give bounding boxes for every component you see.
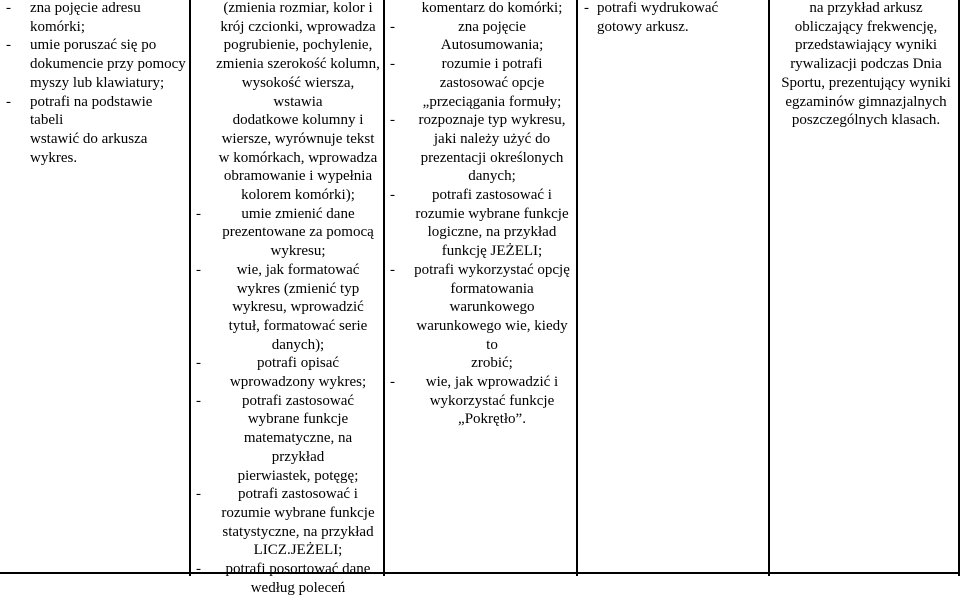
list-item-text: potrafi opisać wprowadzony wykres; <box>229 355 367 391</box>
list-item <box>390 0 574 18</box>
column-divider <box>576 0 578 576</box>
list-item-text: na przykład arkusz obliczający frekwencję, przedstawiający wyniki rywalizacji podczas Dnia Sportu, prezentujący wyniki egzaminów gimnazjalnych poszczególnych klasach. <box>781 0 951 129</box>
bullet-dash: - <box>196 486 201 503</box>
table-bottom-border <box>0 572 960 574</box>
bullet-dash: - <box>196 261 201 278</box>
list-item <box>196 392 380 486</box>
list-item-text: (zmienia rozmiar, kolor i krój czcionki, wprowadza pogrubienie, pochylenie, zmienia szerokość kolumn, wysokość wiersza, wstawia dodatkowe kolumny i wiersze, wyrównuje tekst w komórkach, wprowadza obramowanie i wypełnia kolorem komórki); <box>216 0 380 204</box>
list-item <box>196 560 380 597</box>
list-item-text: rozpoznaje typ wykresu, jaki należy użyć do prezentacji określonych danych; <box>418 112 566 185</box>
bullet-dash: - <box>196 392 201 409</box>
list-item <box>6 36 186 92</box>
bullet-dash: - <box>390 374 395 391</box>
list-item <box>776 0 956 130</box>
list-item <box>390 55 574 111</box>
table-cell-col-3 <box>390 0 574 429</box>
list-item <box>196 0 380 205</box>
list-item-text: umie zmienić dane prezentowane za pomocą wykresu; <box>222 205 374 260</box>
list-item <box>6 0 186 36</box>
bullet-dash: - <box>390 261 395 278</box>
list-item-text: zna pojęcie adresu komórki; <box>30 0 141 35</box>
column-divider <box>383 0 385 576</box>
list-item-text: potrafi wydrukować gotowy arkusz. <box>597 0 719 35</box>
list-item <box>584 0 766 36</box>
bullet-dash: - <box>390 187 395 204</box>
list-item-text: zna pojęcie Autosumowania; <box>440 18 544 54</box>
list-item-text: potrafi zastosować i rozumie wybrane funkcje statystyczne, na przykład LICZ.JEŻELI; <box>221 486 375 559</box>
table-cell-col-1 <box>6 0 186 167</box>
table-cell-col-4 <box>584 0 766 36</box>
list-item-text: potrafi posortować dane według poleceń <box>225 561 371 596</box>
list-item <box>390 18 574 55</box>
list-item <box>390 373 574 429</box>
list-item-text: wie, jak formatować wykres (zmienić typ wykresu, wprowadzić tytuł, formatować serie danych); <box>228 261 368 353</box>
list-item-text: potrafi wykorzystać opcję formatowania warunkowego warunkowego wie, kiedy to zrobić; <box>414 261 570 372</box>
bullet-dash: - <box>196 355 201 372</box>
list-item-text: komentarz do komórki; <box>421 0 563 16</box>
bullet-dash: - <box>390 112 395 129</box>
list-item <box>196 261 380 355</box>
bullet-dash: - <box>6 93 11 110</box>
column-divider <box>768 0 770 576</box>
bullet-dash: - <box>6 0 11 16</box>
list-item-text: potrafi na podstawie tabeli wstawić do arkusza wykres. <box>30 93 153 166</box>
list-item <box>196 354 380 391</box>
list-item <box>6 93 186 168</box>
bullet-dash: - <box>584 0 589 16</box>
bullet-dash: - <box>390 56 395 73</box>
list-item-text: rozumie i potrafi zastosować opcje „przeciągania formuły; <box>422 56 562 110</box>
list-item-text: umie poruszać się po dokumencie przy pomocy myszy lub klawiatury; <box>30 37 186 91</box>
column-divider <box>189 0 191 576</box>
bullet-dash: - <box>390 18 395 35</box>
table-cell-col-5 <box>776 0 956 130</box>
table-cell-col-2 <box>196 0 380 598</box>
bullet-dash: - <box>6 37 11 54</box>
list-item <box>390 261 574 373</box>
list-item-text: wie, jak wprowadzić i wykorzystać funkcje „Pokrętło”. <box>425 374 559 428</box>
list-item-text: potrafi zastosować wybrane funkcje matematyczne, na przykład pierwiastek, potęgę; <box>237 392 359 484</box>
bullet-dash: - <box>196 205 201 222</box>
list-item <box>390 111 574 186</box>
bullet-dash: - <box>196 561 201 578</box>
list-item <box>196 485 380 560</box>
list-item <box>390 186 574 261</box>
list-item-text: potrafi zastosować i rozumie wybrane funkcje logiczne, na przykład funkcję JEŻELI; <box>415 187 569 260</box>
list-item <box>196 205 380 261</box>
